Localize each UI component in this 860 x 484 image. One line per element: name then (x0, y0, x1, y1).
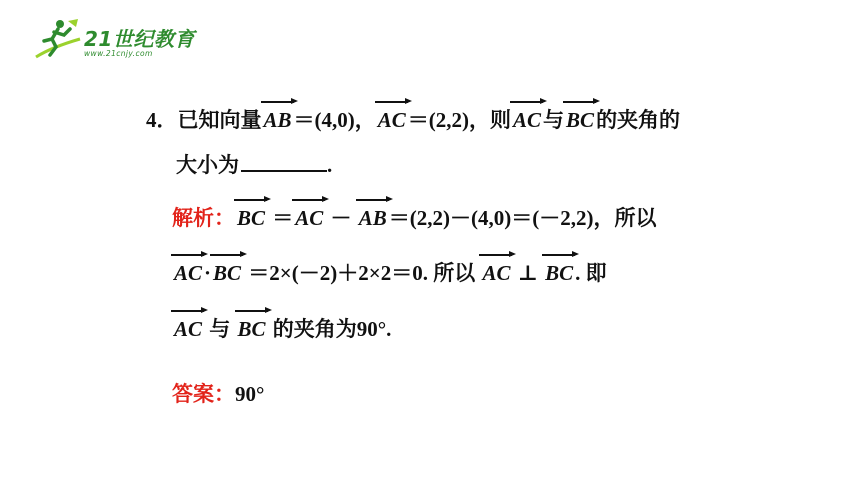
answer-line (172, 380, 264, 408)
vector-arrow-icon (375, 98, 412, 105)
problem-line-2 (176, 150, 332, 179)
vector-ac: AC (376, 106, 408, 134)
vector-ab: AB (357, 204, 389, 232)
vector-arrow-icon (235, 307, 272, 314)
problem-text: ＝(4,0)， (293, 108, 376, 132)
problem-text: 大小为 (176, 153, 239, 177)
problem-line-1 (146, 106, 680, 134)
solution-label: 解析： (172, 206, 235, 230)
solution-text: － (330, 206, 352, 230)
logo-name: 21世纪教育 (84, 27, 195, 51)
vector-arrow-icon (510, 98, 547, 105)
vector-arrow-icon (171, 307, 208, 314)
solution-line-3 (172, 315, 391, 343)
problem-number: 4． (146, 108, 178, 132)
vector-ab: AB (262, 106, 294, 134)
vector-arrow-icon (292, 196, 329, 203)
answer-label: 答案： (172, 382, 235, 406)
site-logo (32, 17, 202, 63)
problem-text: . (327, 153, 333, 177)
vector-arrow-icon (356, 196, 393, 203)
vector-arrow-icon (542, 251, 579, 258)
solution-line-1 (172, 204, 657, 232)
problem-text: 已知向量 (177, 108, 262, 132)
problem-text: ＝(2,2)，则 (407, 108, 512, 132)
vector-ac: AC (511, 106, 543, 134)
vector-ac: AC (172, 259, 204, 287)
vector-arrow-icon (171, 251, 208, 258)
solution-line-2 (172, 259, 607, 287)
vector-ac: AC (293, 204, 325, 232)
solution-text: ＝2×(－2)＋2×2＝0. 所以 (248, 261, 476, 285)
solution-text: ＝ (272, 206, 294, 230)
problem-text: 与 (543, 108, 565, 132)
solution-text: · (204, 261, 212, 285)
answer-value: 90° (235, 382, 265, 406)
vector-arrow-icon (261, 98, 298, 105)
vector-arrow-icon (479, 251, 516, 258)
vector-bc: BC (564, 106, 596, 134)
vector-bc: BC (543, 259, 575, 287)
solution-text: ＝(2,2)－(4,0)＝(－2,2)，所以 (388, 206, 657, 230)
vector-bc: BC (211, 259, 243, 287)
vector-arrow-icon (563, 98, 600, 105)
solution-text: . 即 (575, 261, 607, 285)
vector-arrow-icon (210, 251, 247, 258)
solution-text: ⊥ (517, 261, 538, 285)
vector-arrow-icon (234, 196, 271, 203)
solution-text: 与 (209, 317, 231, 341)
vector-ac: AC (480, 259, 512, 287)
problem-text: 的夹角的 (596, 108, 681, 132)
vector-bc: BC (235, 204, 267, 232)
solution-text: 的夹角为90°. (272, 317, 392, 341)
logo-url: www.21cnjy.com (84, 49, 153, 58)
runner-icon (32, 17, 84, 63)
answer-blank (241, 150, 327, 172)
vector-ac: AC (172, 315, 204, 343)
vector-bc: BC (236, 315, 268, 343)
